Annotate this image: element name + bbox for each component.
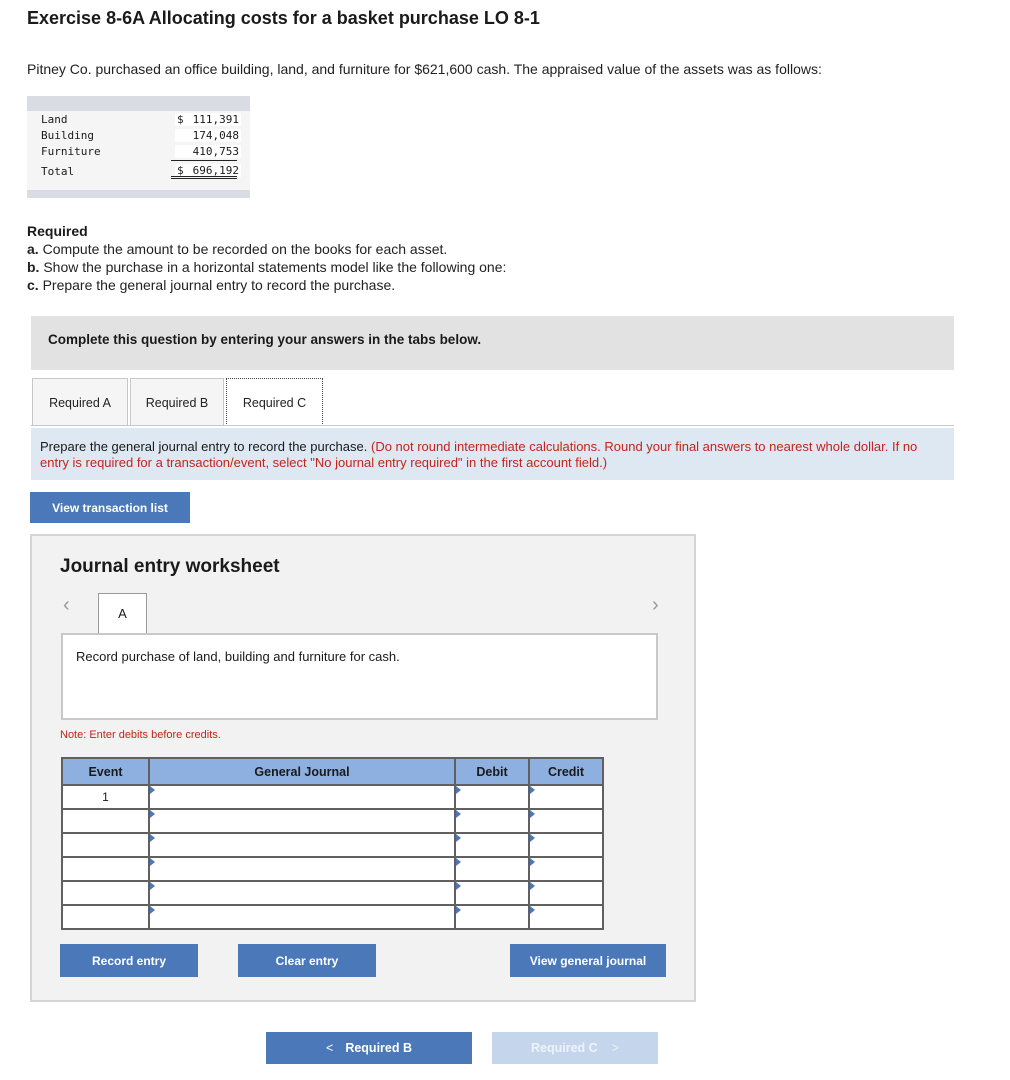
input-marker-icon bbox=[456, 858, 461, 866]
debit-field[interactable] bbox=[455, 833, 529, 857]
asset-label: Building bbox=[41, 129, 94, 142]
account-field[interactable] bbox=[149, 881, 455, 905]
journal-entry-worksheet bbox=[30, 534, 696, 1002]
event-cell bbox=[62, 857, 149, 881]
table-row bbox=[62, 905, 603, 929]
chevron-right-icon[interactable]: › bbox=[652, 594, 659, 616]
credit-field[interactable] bbox=[529, 881, 603, 905]
input-marker-icon bbox=[530, 810, 535, 818]
next-required-button[interactable] bbox=[492, 1032, 658, 1064]
account-field[interactable] bbox=[149, 905, 455, 929]
tab-required-c[interactable]: Required C bbox=[226, 378, 323, 426]
column-header-event: Event bbox=[62, 758, 149, 785]
column-header-general-journal: General Journal bbox=[149, 758, 455, 785]
journal-table bbox=[61, 757, 604, 930]
credit-field[interactable] bbox=[529, 785, 603, 809]
asset-row-building bbox=[41, 128, 241, 144]
table-row bbox=[62, 857, 603, 881]
prev-required-button[interactable] bbox=[266, 1032, 472, 1064]
event-cell: 1 bbox=[62, 785, 149, 809]
debit-field[interactable] bbox=[455, 857, 529, 881]
account-field[interactable] bbox=[149, 785, 455, 809]
worksheet-note: Note: Enter debits before credits. bbox=[60, 729, 221, 741]
event-cell bbox=[62, 905, 149, 929]
input-marker-icon bbox=[530, 906, 535, 914]
worksheet-title: Journal entry worksheet bbox=[60, 556, 280, 577]
input-marker-icon bbox=[530, 786, 535, 794]
input-marker-icon bbox=[530, 858, 535, 866]
instructions-box bbox=[31, 428, 954, 480]
tab-required-a[interactable]: Required A bbox=[32, 378, 128, 426]
required-item-a: a. Compute the amount to be recorded on the books for each asset. bbox=[27, 241, 448, 257]
required-item-b: b. Show the purchase in a horizontal statements model like the following one: bbox=[27, 259, 507, 275]
debit-field[interactable] bbox=[455, 785, 529, 809]
credit-field[interactable] bbox=[529, 857, 603, 881]
input-marker-icon bbox=[456, 810, 461, 818]
asset-table-header-bar bbox=[27, 96, 250, 111]
total-double-rule bbox=[171, 176, 237, 179]
record-entry-button[interactable]: Record entry bbox=[60, 944, 198, 977]
input-marker-icon bbox=[456, 906, 461, 914]
debit-field[interactable] bbox=[455, 905, 529, 929]
event-cell bbox=[62, 809, 149, 833]
dropdown-marker-icon bbox=[150, 834, 155, 842]
complete-banner-text: Complete this question by entering your answers in the tabs below. bbox=[48, 332, 482, 347]
column-header-credit: Credit bbox=[529, 758, 603, 785]
dropdown-marker-icon bbox=[150, 810, 155, 818]
input-marker-icon bbox=[530, 834, 535, 842]
event-cell bbox=[62, 833, 149, 857]
view-general-journal-button[interactable]: View general journal bbox=[510, 944, 666, 977]
complete-banner bbox=[31, 316, 954, 370]
input-marker-icon bbox=[456, 882, 461, 890]
asset-label: Total bbox=[41, 165, 75, 178]
problem-intro: Pitney Co. purchased an office building, land, and furniture for $621,600 cash. The appraised value of the assets was as follows: bbox=[27, 61, 822, 77]
table-row bbox=[62, 881, 603, 905]
view-transaction-list-button[interactable]: View transaction list bbox=[30, 492, 190, 523]
dropdown-marker-icon bbox=[150, 906, 155, 914]
transaction-description: Record purchase of land, building and furniture for cash. bbox=[61, 633, 658, 720]
input-marker-icon bbox=[530, 882, 535, 890]
chevron-left-icon: < bbox=[326, 1041, 334, 1055]
instructions-note: (Do not round intermediate calculations. Round your final answers to nearest whole dollar. If no entry is required for a transaction/event, select "No journal entry required" in the first account field.) bbox=[40, 439, 918, 470]
asset-value: 410,753 bbox=[175, 145, 241, 158]
next-required-label: Required C bbox=[531, 1041, 598, 1055]
asset-row-furniture bbox=[41, 144, 241, 160]
page-title: Exercise 8-6A Allocating costs for a basket purchase LO 8-1 bbox=[27, 8, 540, 28]
dropdown-marker-icon bbox=[150, 786, 155, 794]
dropdown-marker-icon bbox=[150, 882, 155, 890]
debit-field[interactable] bbox=[455, 881, 529, 905]
asset-table-footer-bar bbox=[27, 190, 250, 198]
debit-field[interactable] bbox=[455, 809, 529, 833]
tab-required-b[interactable]: Required B bbox=[130, 378, 224, 426]
input-marker-icon bbox=[456, 834, 461, 842]
asset-row-land bbox=[41, 112, 241, 128]
table-row bbox=[62, 785, 603, 809]
tab-divider bbox=[31, 425, 954, 426]
asset-value: $ 111,391 bbox=[177, 113, 239, 126]
asset-label: Land bbox=[41, 113, 68, 126]
event-cell bbox=[62, 881, 149, 905]
asset-value: 174,048 bbox=[175, 129, 241, 142]
required-item-c: c. Prepare the general journal entry to record the purchase. bbox=[27, 277, 396, 293]
asset-value: $ 696,192 bbox=[177, 164, 239, 177]
chevron-right-icon: > bbox=[611, 1041, 619, 1055]
credit-field[interactable] bbox=[529, 905, 603, 929]
column-header-debit: Debit bbox=[455, 758, 529, 785]
event-tab-a[interactable]: A bbox=[98, 593, 147, 633]
credit-field[interactable] bbox=[529, 833, 603, 857]
account-field[interactable] bbox=[149, 809, 455, 833]
required-heading: Required bbox=[27, 223, 88, 239]
chevron-left-icon[interactable]: ‹ bbox=[63, 594, 70, 616]
table-row bbox=[62, 833, 603, 857]
clear-entry-button[interactable]: Clear entry bbox=[238, 944, 376, 977]
input-marker-icon bbox=[456, 786, 461, 794]
prev-required-label: Required B bbox=[345, 1041, 412, 1055]
table-row bbox=[62, 809, 603, 833]
dropdown-marker-icon bbox=[150, 858, 155, 866]
asset-label: Furniture bbox=[41, 145, 101, 158]
account-field[interactable] bbox=[149, 833, 455, 857]
instructions-main: Prepare the general journal entry to record the purchase. bbox=[40, 439, 368, 454]
credit-field[interactable] bbox=[529, 809, 603, 833]
subtotal-rule bbox=[171, 160, 237, 161]
account-field[interactable] bbox=[149, 857, 455, 881]
asset-table bbox=[27, 96, 250, 198]
